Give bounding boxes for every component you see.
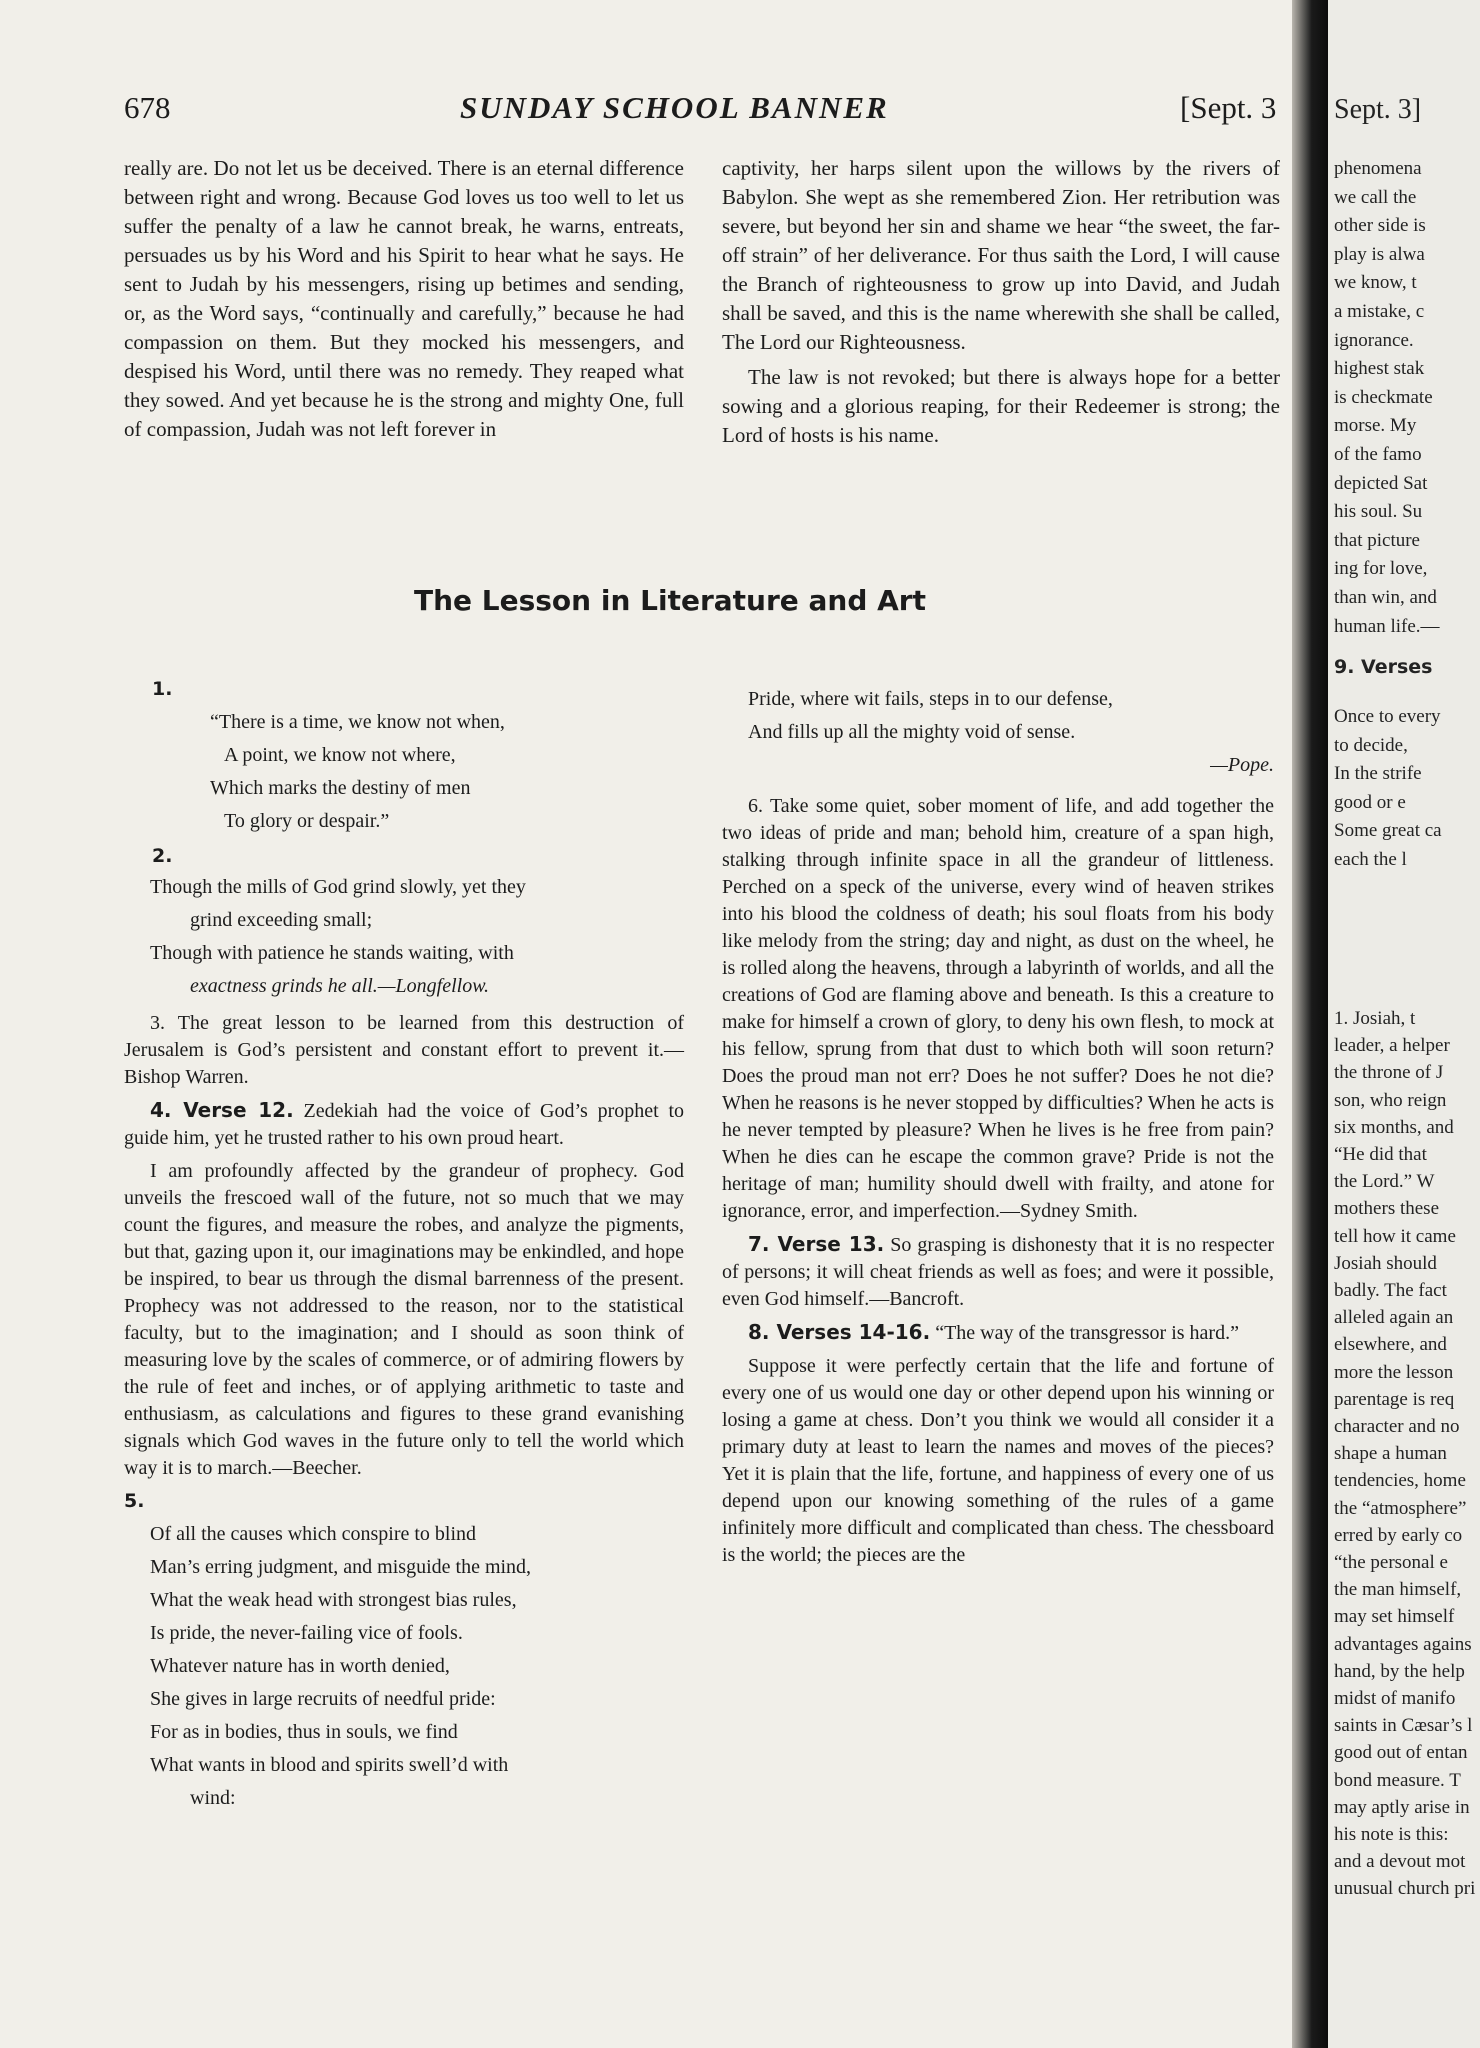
item-4 <box>124 1097 684 1152</box>
poem-1 <box>184 709 684 835</box>
facing-page-line: badly. The fact <box>1334 1280 1447 1301</box>
facing-page-line: good out of entan <box>1334 1742 1468 1764</box>
top-left-column <box>124 154 684 450</box>
facing-page-line: leader, a helper <box>1334 1035 1450 1057</box>
poem-line: Of all the causes which conspire to blind <box>150 1523 477 1545</box>
facing-page-heading: 9. Verses <box>1334 656 1433 678</box>
page-number: 678 <box>124 90 171 125</box>
poem-line: exactness grinds he all.—Longfellow. <box>190 975 490 997</box>
facing-page-line: that picture <box>1334 529 1420 551</box>
facing-page-line: elsewhere, and <box>1334 1334 1447 1356</box>
poem-line: “There is a time, we know not when, <box>210 711 505 733</box>
facing-page-line: Josiah should <box>1334 1252 1437 1274</box>
item-3: 3. The great lesson to be learned from this destruction of Jerusalem is God’s persistent and constant effort to prevent it.—Bishop Warren. <box>124 1012 684 1088</box>
facing-page-line: the throne of J <box>1334 1062 1444 1084</box>
book-gutter <box>1292 0 1328 2048</box>
item-8-text: “The way of the transgressor is hard.” <box>935 1322 1239 1344</box>
facing-page-line: we call the <box>1334 186 1417 208</box>
item-6: 6. Take some quiet, sober moment of life, and add together the two ideas of pride and man; behold him, creature of a span high, stalking through infinite space in all the grandeur of littleness. Perched on a speck of the universe, every wind of heaven strikes into his blood the coldness of death; his soul floats from his body like melody from the string; day and night, as dust on the wheel, he is rolled along the heavens, through a labyrinth of worlds, and all the creations of God are flaming above and beneath. Is this a creature to make for himself a crown of glory, to deny his own flesh, to mock at his fellow, sprung from that dust to which both will soon return? Does the proud man not err? Does he not suffer? Does he not die? When he reasons is he never stopped by difficulties? When he acts is he never tempted by pleasure? When he lives is he free from pain? When he dies can he escape the common grave? Pride is not the heritage of man; humility should dwell with frailty, and atone for ignorance, error, and imperfection.—Sydney Smith. <box>722 795 1274 1222</box>
facing-page-line: tendencies, home <box>1334 1470 1466 1492</box>
facing-page-line: the man himself, <box>1334 1579 1462 1601</box>
facing-page-line: the “atmosphere” <box>1334 1497 1467 1519</box>
facing-page-line: to decide, <box>1334 734 1408 756</box>
facing-page-line: each the l <box>1334 849 1407 870</box>
facing-page-line: may aptly arise in <box>1334 1796 1470 1818</box>
item-7-text: So grasping is dishonesty that it is no respecter of persons; it will cheat friends as well as foes; and were it possible, even God himself.—Bancroft. <box>722 1234 1274 1310</box>
item-7-lead: 7. Verse 13. <box>748 1232 885 1256</box>
facing-page-line: six months, and <box>1334 1116 1454 1138</box>
facing-page-line: hand, by the help <box>1334 1660 1465 1682</box>
attribution: —Pope. <box>1210 754 1274 776</box>
item-4-lead: 4. Verse 12. <box>150 1098 294 1122</box>
facing-page-line: other side is <box>1334 215 1426 237</box>
facing-page-line: his note is this: <box>1334 1824 1449 1845</box>
facing-page-line: bond measure. T <box>1334 1769 1461 1791</box>
poem-line: A point, we know not where, <box>224 744 456 766</box>
facing-page-line: “the personal e <box>1334 1552 1448 1573</box>
facing-page-line: of the famo <box>1334 444 1422 465</box>
poem-line: What wants in blood and spirits swell’d with <box>150 1754 509 1776</box>
facing-page-line: more the lesson <box>1334 1361 1454 1383</box>
facing-page-line: highest stak <box>1334 358 1425 380</box>
facing-page-line: ing for love, <box>1334 558 1428 580</box>
item-8-lead: 8. Verses 14-16. <box>748 1320 931 1344</box>
facing-page-line: “He did that <box>1334 1144 1427 1165</box>
item-4-paragraph: I am profoundly affected by the grandeur of prophecy. God unveils the frescoed wall of the future, not so much that we may count the figures, and measure the robes, and analyze the pigments, but that, gazing upon it, our imaginations may be enkindled, and hope be inspired, to bear us through the dismal barrenness of the present. Prophecy was not addressed to the reason, nor to the statistical faculty, but to the imagination; and I should as soon think of measuring love by the scales of commerce, or of admiring flowers by the rule of feet and inches, or of applying arithmetic to taste and enthusiasm, as calculations and figures to these grand evanishing signals which God waves in the future only to tell the world which way it is to march.—Beecher. <box>124 1160 684 1479</box>
lower-left-column <box>124 672 684 1818</box>
paragraph: really are. Do not let us be deceived. There is an eternal difference between right and wrong. Because God loves us too well to let us suffer the penalty of a law he cannot break, he warns, entreats, persuades us by his Word and his Spirit to hear what he says. He sent to Judah by his messengers, rising up betimes and sending, or, as the Word says, “continually and carefully,” because he had compassion on them. But they mocked his messengers, and despised his Word, until there was no remedy. They reaped what they sowed. And yet because he is the strong and mighty One, full of compassion, Judah was not left forever in <box>124 156 684 441</box>
facing-page-line: depicted Sat <box>1334 472 1428 494</box>
page-date: [Sept. 3 <box>1180 90 1277 125</box>
poem-2 <box>124 874 684 1000</box>
facing-page-line: may set himself <box>1334 1606 1455 1628</box>
item-number: 2. <box>152 845 173 867</box>
poem-line: What the weak head with strongest bias rules, <box>150 1589 517 1611</box>
poem-line: Though the mills of God grind slowly, yet they <box>150 876 526 898</box>
poem-line: Pride, where wit fails, steps in to our defense, <box>748 688 1113 710</box>
facing-page-line: a mistake, c <box>1334 301 1425 322</box>
running-title: SUNDAY SCHOOL BANNER <box>460 90 889 125</box>
poem-line: Though with patience he stands waiting, with <box>150 942 514 964</box>
facing-page-line: human life.— <box>1334 615 1440 637</box>
poem-line: Is pride, the never-failing vice of fools. <box>150 1622 463 1644</box>
item-8-paragraph: Suppose it were perfectly certain that the life and fortune of every one of us would one day or other depend upon his winning or losing a game at chess. Don’t you think we would all consider it a primary duty at least to learn the names and moves of the pieces? Yet it is plain that the life, fortune, and happiness of every one of us depend upon our knowing something of the rules of a game infinitely more difficult and complicated than chess. The chessboard is the world; the pieces are the <box>722 1355 1274 1566</box>
lower-right-column <box>722 686 1274 1575</box>
poem-5 <box>124 1521 684 1812</box>
item-4-text: Zedekiah had the voice of God’s prophet to guide him, yet he trusted rather to his own proud heart. <box>124 1100 685 1149</box>
poem-line: wind: <box>190 1787 236 1809</box>
paragraph: captivity, her harps silent upon the willows by the rivers of Babylon. She wept as she remembered Zion. Her retribution was severe, but beyond her sin and shame we hear “the sweet, the far-off strain” of her deliverance. For thus saith the Lord, I will cause the Branch of righteousness to grow up into David, and Judah shall be saved, and this is the name wherewith she shall be called, The Lord our Righteousness. <box>722 156 1280 354</box>
poem-line: grind exceeding small; <box>190 909 373 931</box>
facing-page-line: tell how it came <box>1334 1225 1456 1247</box>
facing-page-line: is checkmate <box>1334 386 1433 408</box>
poem-line: For as in bodies, thus in souls, we find <box>150 1721 458 1743</box>
facing-page-line: parentage is req <box>1334 1388 1455 1410</box>
facing-page-line: shape a human <box>1334 1443 1447 1465</box>
facing-page-line: and a devout mot <box>1334 1851 1466 1873</box>
facing-page-line: alleled again an <box>1334 1307 1454 1329</box>
facing-page-line: Some great ca <box>1334 820 1442 842</box>
facing-page-line: midst of manifo <box>1334 1688 1456 1709</box>
facing-page-line: son, who reign <box>1334 1089 1447 1111</box>
item-number: 1. <box>152 678 173 700</box>
facing-page-line: his soul. Su <box>1334 501 1423 523</box>
facing-page-line: morse. My <box>1334 415 1417 437</box>
section-title: The Lesson in Literature and Art <box>414 584 926 617</box>
facing-page-line: character and no <box>1334 1416 1460 1437</box>
facing-page-line: the Lord.” W <box>1334 1171 1435 1193</box>
facing-page-line: good or e <box>1334 791 1406 813</box>
poem-line: Which marks the destiny of men <box>210 777 471 799</box>
paragraph: The law is not revoked; but there is always hope for a better sowing and a glorious reaping, for their Redeemer is strong; the Lord of hosts is his name. <box>722 365 1280 447</box>
facing-page-line: phenomena <box>1334 158 1422 179</box>
facing-page-line: than win, and <box>1334 587 1437 608</box>
item-8 <box>722 1319 1274 1347</box>
facing-page-line: erred by early co <box>1334 1524 1463 1546</box>
poem-line: Man’s erring judgment, and misguide the mind, <box>150 1556 532 1578</box>
facing-page-line: unusual church pri <box>1334 1878 1476 1900</box>
facing-page-line: play is alwa <box>1334 243 1425 265</box>
top-right-column <box>722 154 1280 456</box>
facing-page <box>1328 0 1480 2048</box>
poem-line: To glory or despair.” <box>224 810 390 832</box>
facing-page-line: saints in Cæsar’s l <box>1334 1715 1473 1737</box>
facing-page-line: In the strife <box>1334 763 1422 785</box>
facing-page-line: Once to every <box>1334 706 1441 727</box>
poem-line: She gives in large recruits of needful pride: <box>150 1688 496 1710</box>
facing-page-line: 1. Josiah, t <box>1334 1008 1416 1029</box>
facing-page-line: mothers these <box>1334 1198 1440 1220</box>
poem-line: And fills up all the mighty void of sense. <box>748 721 1076 743</box>
item-number: 5. <box>124 1490 145 1512</box>
poem-line: Whatever nature has in worth denied, <box>150 1655 450 1677</box>
facing-page-header: Sept. 3] <box>1334 94 1422 125</box>
facing-page-line: advantages agains <box>1334 1633 1472 1655</box>
item-7 <box>722 1231 1274 1313</box>
facing-page-line: ignorance. <box>1334 329 1414 351</box>
facing-page-line: we know, t <box>1334 272 1417 294</box>
